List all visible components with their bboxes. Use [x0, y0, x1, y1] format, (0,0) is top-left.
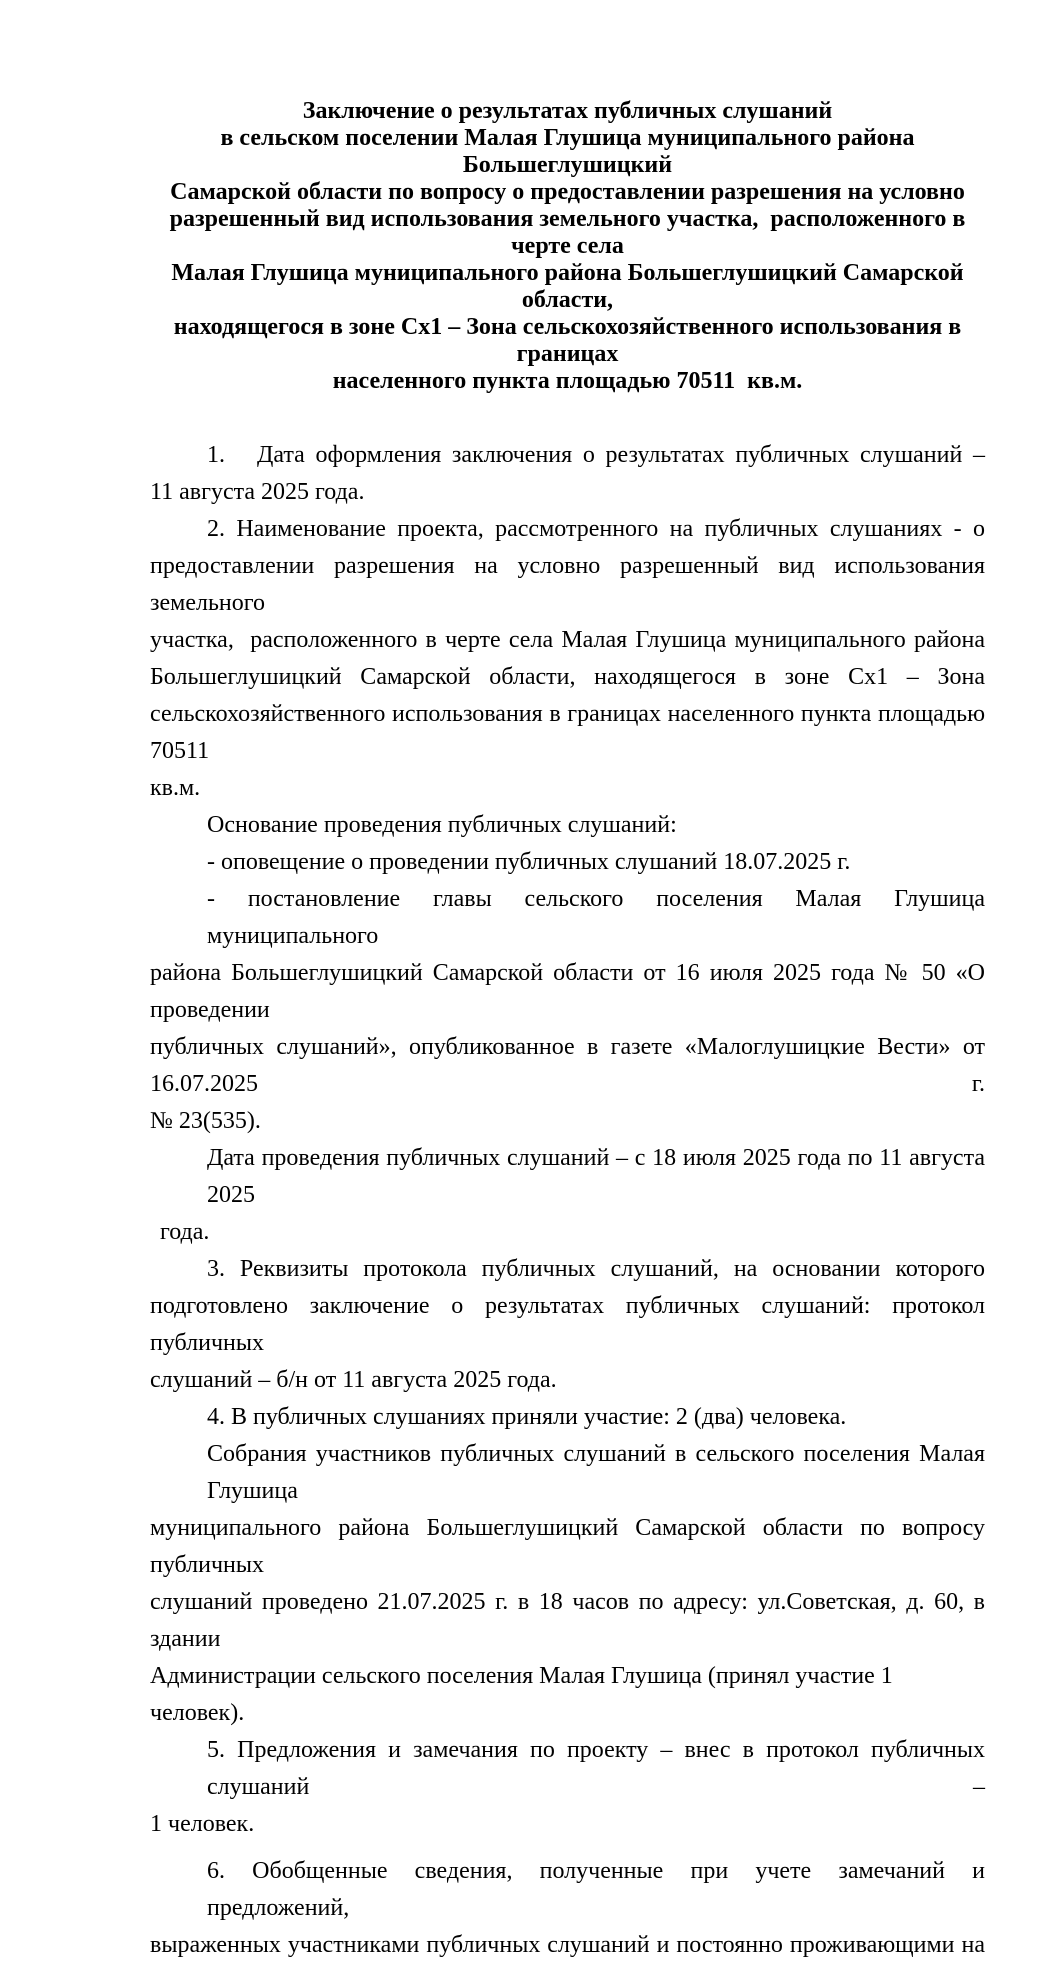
title-line: Малая Глушица муниципального района Большеглушицкий Самарской области,: [171, 260, 964, 313]
body-line: муниципального района Большеглушицкий Самарской области по вопросу публичных: [150, 1515, 985, 1578]
body-line: № 23(535).: [150, 1108, 261, 1134]
body-line: предоставлении разрешения на условно разрешенный вид использования земельного: [150, 553, 985, 616]
body-line: 1 человек.: [150, 1811, 255, 1837]
body-line: года.: [160, 1219, 210, 1245]
document-title: [150, 0, 985, 395]
body-line: сельскохозяйственного использования в границах населенного пункта площадью 70511: [150, 701, 985, 764]
title-line: находящегося в зоне Сх1 – Зона сельскохозяйственного использования в границах: [173, 314, 962, 367]
body-line: Основание проведения публичных слушаний:: [207, 812, 677, 838]
body-line: Большеглушицкий Самарской области, находящегося в зоне Сх1 – Зона: [150, 664, 985, 690]
body-line: кв.м.: [150, 775, 201, 801]
body-line: 4. В публичных слушаниях приняли участие: 2 (два) человека.: [207, 1404, 847, 1430]
title-line: населенного пункта площадью 70511 кв.м.: [332, 368, 803, 394]
body-line: 6. Обобщенные сведения, полученные при учете замечаний и предложений,: [207, 1858, 985, 1921]
title-line: в сельском поселении Малая Глушица муниципального района Большеглушицкий: [220, 125, 915, 178]
body-line: слушаний – б/н от 11 августа 2025 года.: [150, 1367, 557, 1393]
body-line: 11 августа 2025 года.: [150, 479, 365, 505]
body-line: подготовлено заключение о результатах публичных слушаний: протокол публичных: [150, 1293, 985, 1356]
title-line: разрешенный вид использования земельного участка, расположенного в черте села: [169, 206, 966, 259]
body-line: - постановление главы сельского поселения Малая Глушица муниципального: [207, 886, 985, 949]
body-line: 5. Предложения и замечания по проекту – внес в протокол публичных слушаний –: [207, 1737, 985, 1800]
body-line: 3. Реквизиты протокола публичных слушаний, на основании которого: [207, 1256, 985, 1282]
title-line: Заключение о результатах публичных слушаний: [302, 98, 833, 124]
body-line: участка, расположенного в черте села Малая Глушица муниципального района: [150, 627, 985, 653]
body-line: публичных слушаний», опубликованное в газете «Малоглушицкие Вести» от 16.07.2025 г.: [150, 1034, 985, 1097]
body-line: Дата проведения публичных слушаний – с 18 июля 2025 года по 11 августа 2025: [207, 1145, 985, 1208]
body-line: Собрания участников публичных слушаний в сельского поселения Малая Глушица: [207, 1441, 985, 1504]
document-content: [150, 0, 985, 1964]
body-line: Администрации сельского поселения Малая Глушица (принял участие 1 человек).: [150, 1663, 893, 1726]
body-line: слушаний проведено 21.07.2025 г. в 18 часов по адресу: ул.Советская, д. 60, в здании: [150, 1589, 985, 1652]
paragraph-number: 1.: [207, 442, 225, 468]
document-body: [150, 437, 985, 1964]
title-line: Самарской области по вопросу о предоставлении разрешения на условно: [170, 179, 965, 205]
body-line: [150, 437, 985, 474]
body-line: - оповещение о проведении публичных слушаний 18.07.2025 г.: [207, 849, 851, 875]
body-line: 2. Наименование проекта, рассмотренного на публичных слушаниях - о: [207, 516, 985, 542]
body-line: выраженных участниками публичных слушаний и постоянно проживающими на: [150, 1932, 985, 1958]
body-line: района Большеглушицкий Самарской области от 16 июля 2025 года № 50 «О проведении: [150, 960, 985, 1023]
paragraph-text: Дата оформления заключения о результатах публичных слушаний –: [257, 442, 985, 468]
